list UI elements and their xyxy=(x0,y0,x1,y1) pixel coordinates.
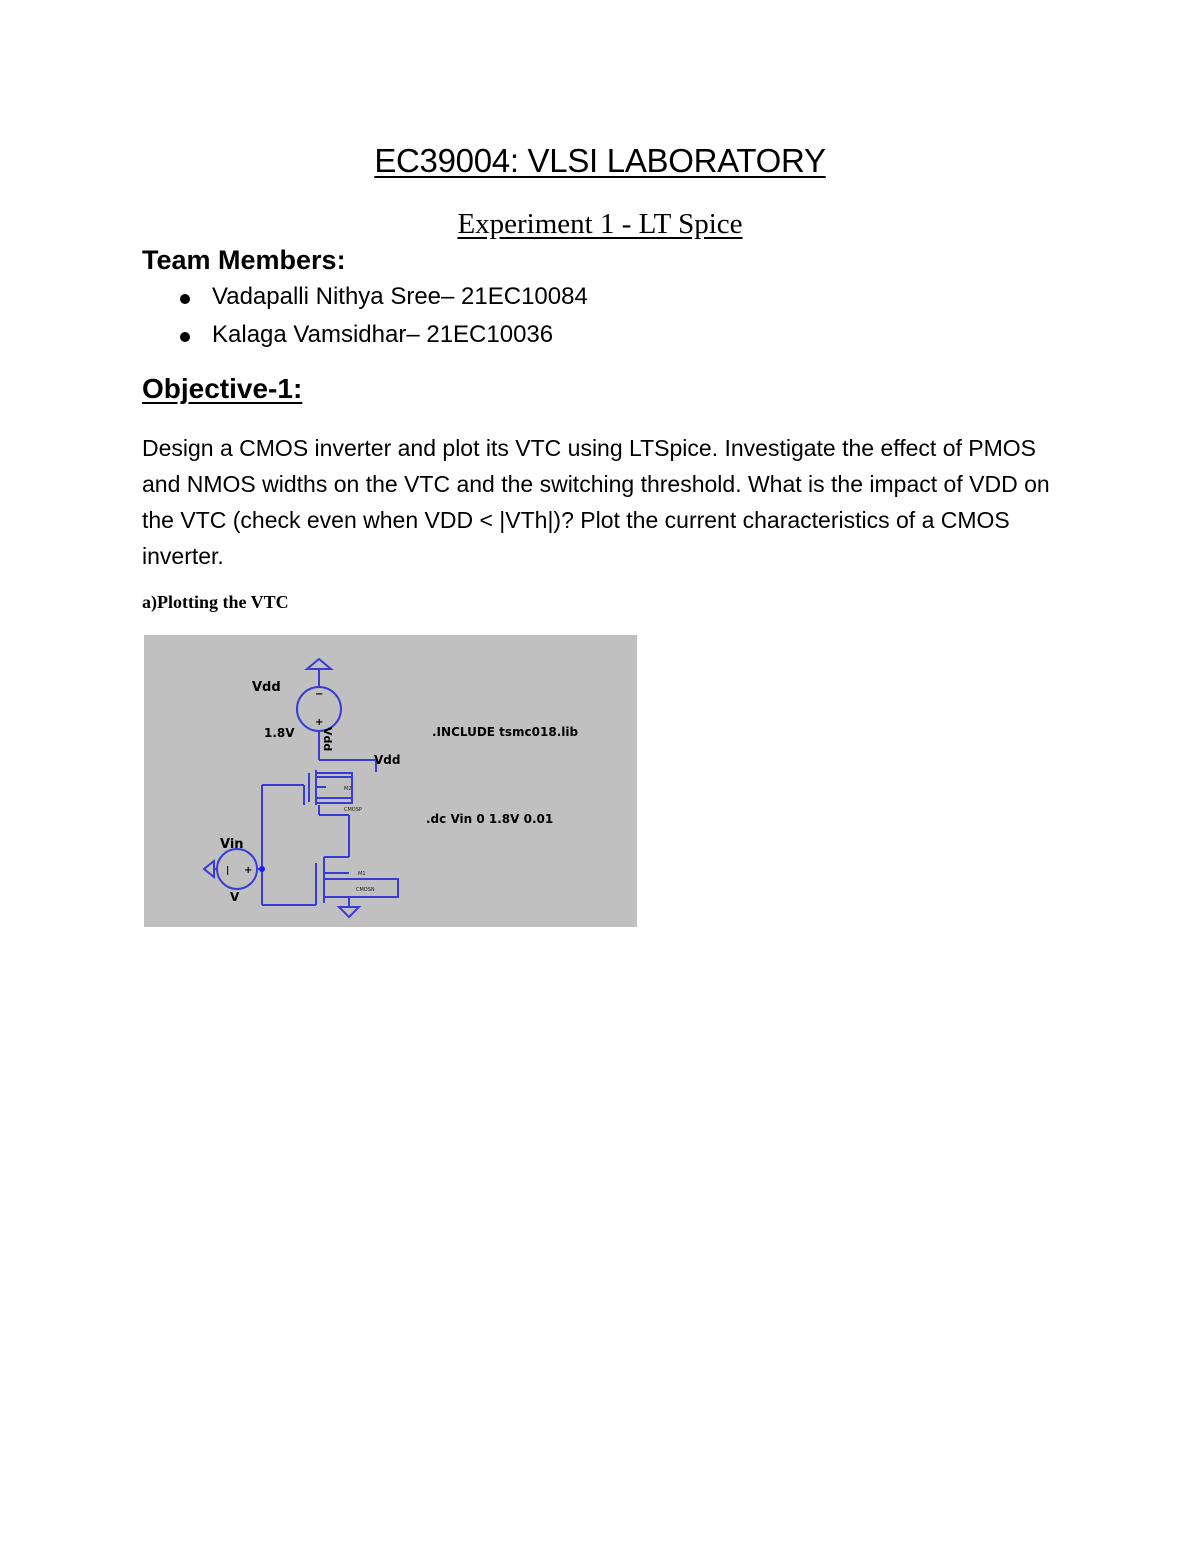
pmos-name: M2 xyxy=(344,786,352,792)
vdd-node-label: Vdd xyxy=(374,753,401,767)
plus-sign: + xyxy=(315,717,324,728)
vdd-label: Vdd xyxy=(252,680,281,695)
schematic-drawing xyxy=(144,635,637,927)
member-name: Vadapalli Nithya Sree– 21EC10084 xyxy=(212,283,588,310)
bullet-icon xyxy=(180,332,190,342)
part-a-label: a)Plotting the VTC xyxy=(142,592,289,612)
vin-plus-sign: + xyxy=(244,865,253,876)
team-members-heading: Team Members: xyxy=(142,245,346,275)
vin-minus-sign: | xyxy=(226,866,230,876)
list-item xyxy=(142,282,588,320)
nmos-name: M1 xyxy=(358,871,366,877)
list-item xyxy=(142,320,588,358)
document-title: EC39004: VLSI LABORATORY xyxy=(374,142,826,179)
bullet-icon xyxy=(180,294,190,304)
vin-junction-dot xyxy=(259,866,265,872)
objective-text: Design a CMOS inverter and plot its VTC using LTSpice. Investigate the effect of PMOS and NMOS widths on the VTC and the switching threshold. What is the impact of VDD on the VTC (check even when VDD < |VTh|)? Plot the current characteristics of a CMOS inverter. xyxy=(142,435,1050,569)
vin-label: Vin xyxy=(220,837,244,852)
schematic-wires xyxy=(204,659,401,917)
nmos-model: CMOSN xyxy=(356,887,375,893)
vin-ground-arrow xyxy=(204,861,214,877)
vdd-vertical-label: Vdd xyxy=(321,727,334,752)
include-directive: .INCLUDE tsmc018.lib xyxy=(432,725,579,739)
experiment-subtitle: Experiment 1 - LT Spice xyxy=(457,208,743,240)
minus-sign: − xyxy=(315,689,324,700)
member-name: Kalaga Vamsidhar– 21EC10036 xyxy=(212,321,554,348)
vin-value-label: V xyxy=(230,890,240,904)
ground-symbol xyxy=(339,907,359,917)
dc-directive: .dc Vin 0 1.8V 0.01 xyxy=(426,812,554,826)
cmos-inverter-schematic xyxy=(144,635,637,927)
pmos-model: CMOSP xyxy=(344,807,362,813)
vdd-supply-arrow xyxy=(307,659,331,669)
vdd-value-label: 1.8V xyxy=(264,726,295,740)
team-members-list xyxy=(142,282,588,358)
objective-heading: Objective-1: xyxy=(142,373,303,404)
